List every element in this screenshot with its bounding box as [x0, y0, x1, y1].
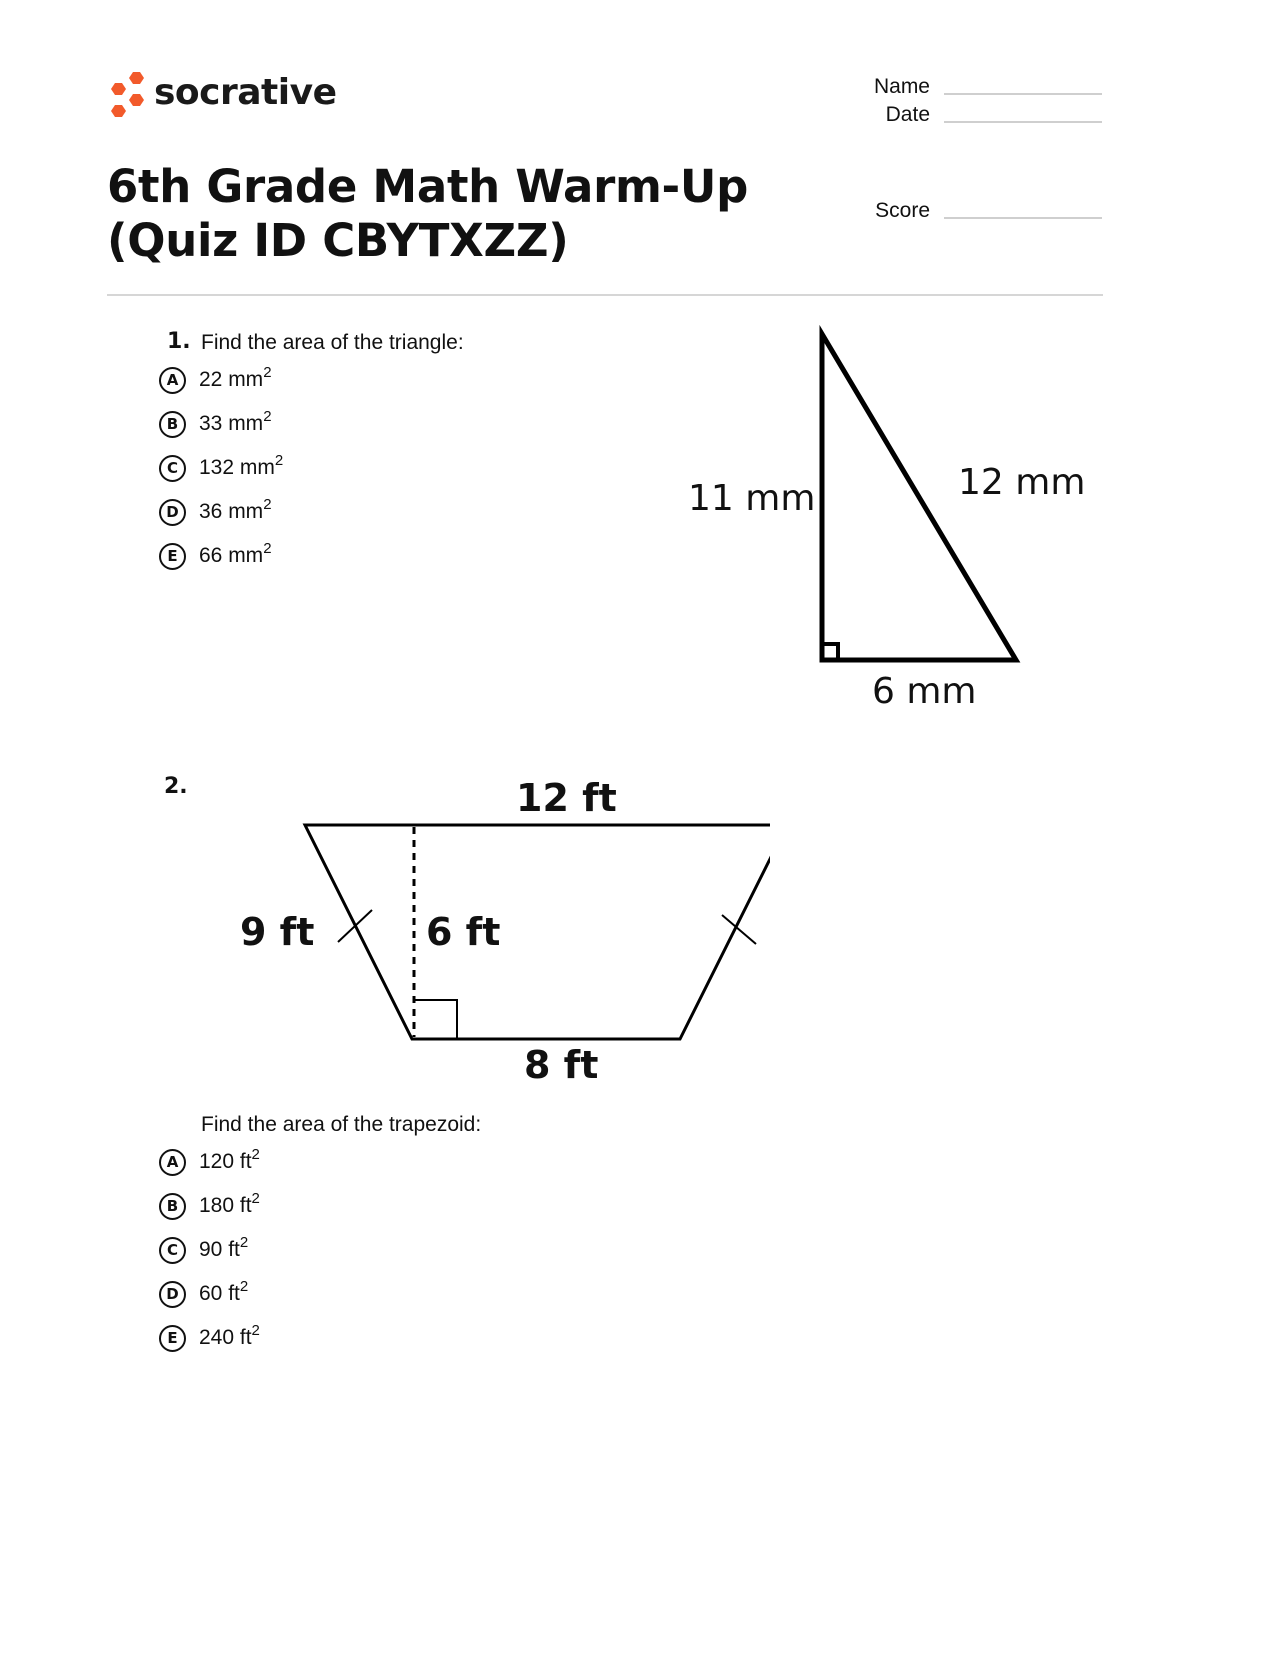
choice-text: 66 $mm^2$: [199, 540, 272, 567]
header-divider: [107, 294, 1103, 296]
question-1-prompt: Find the area of the triangle:: [201, 331, 464, 354]
answer-bubble[interactable]: B: [159, 411, 186, 438]
choice-text: 36 $mm^2$: [199, 496, 272, 523]
trapezoid-height-label: 6 ft: [426, 910, 501, 954]
choice-text: 90 $ft^2$: [199, 1234, 249, 1261]
trapezoid-top-label: 12 ft: [516, 776, 617, 820]
date-label: Date: [885, 103, 930, 126]
choice-text: 132 $mm^2$: [199, 452, 284, 479]
answer-bubble[interactable]: D: [159, 1281, 186, 1308]
socrative-logo: [106, 70, 336, 118]
brand-name: socrative: [154, 71, 337, 113]
page-title: 6th Grade Math Warm-Up (Quiz ID CBYTXZZ): [107, 160, 749, 267]
question-2-prompt: Find the area of the trapezoid:: [201, 1113, 482, 1136]
choice-b[interactable]: [159, 1184, 260, 1228]
name-field[interactable]: [944, 93, 1102, 95]
triangle-hypotenuse-label: 12 mm: [958, 462, 1086, 503]
trapezoid-bottom-label: 8 ft: [524, 1043, 599, 1087]
name-label: Name: [873, 75, 930, 98]
choice-b[interactable]: [159, 402, 283, 446]
question-2-choices: [159, 1140, 260, 1360]
triangle-base-label: 6 mm: [872, 671, 977, 712]
tick-mark-right: [700, 900, 770, 960]
choice-a[interactable]: [159, 358, 283, 402]
answer-bubble[interactable]: A: [159, 367, 186, 394]
answer-bubble[interactable]: B: [159, 1193, 186, 1220]
question-2-number: 2.: [164, 774, 188, 799]
answer-bubble[interactable]: E: [159, 543, 186, 570]
choice-d[interactable]: [159, 1272, 260, 1316]
question-1-choices: [159, 358, 283, 578]
choice-d[interactable]: [159, 490, 283, 534]
question-1-number: 1.: [167, 329, 191, 354]
answer-bubble[interactable]: E: [159, 1325, 186, 1352]
trapezoid-side-label: 9 ft: [240, 910, 315, 954]
answer-bubble[interactable]: C: [159, 1237, 186, 1264]
choice-text: 120 $ft^2$: [199, 1146, 260, 1173]
triangle-height-label: 11 mm: [688, 478, 816, 519]
choice-text: 240 $ft^2$: [199, 1322, 260, 1349]
answer-bubble[interactable]: C: [159, 455, 186, 482]
date-field[interactable]: [944, 121, 1102, 123]
trapezoid-figure: [290, 810, 770, 1050]
choice-a[interactable]: [159, 1140, 260, 1184]
choice-e[interactable]: [159, 1316, 260, 1360]
answer-bubble[interactable]: A: [159, 1149, 186, 1176]
choice-c[interactable]: [159, 446, 283, 490]
choice-e[interactable]: [159, 534, 283, 578]
choice-text: 60 $ft^2$: [199, 1278, 249, 1305]
choice-text: 22 $mm^2$: [199, 364, 272, 391]
choice-c[interactable]: [159, 1228, 260, 1272]
choice-text: 33 $mm^2$: [199, 408, 272, 435]
answer-bubble[interactable]: D: [159, 499, 186, 526]
score-label: Score: [875, 199, 930, 222]
score-field[interactable]: [944, 217, 1102, 219]
hexagon-cluster-icon: [106, 70, 146, 118]
choice-text: 180 $ft^2$: [199, 1190, 260, 1217]
